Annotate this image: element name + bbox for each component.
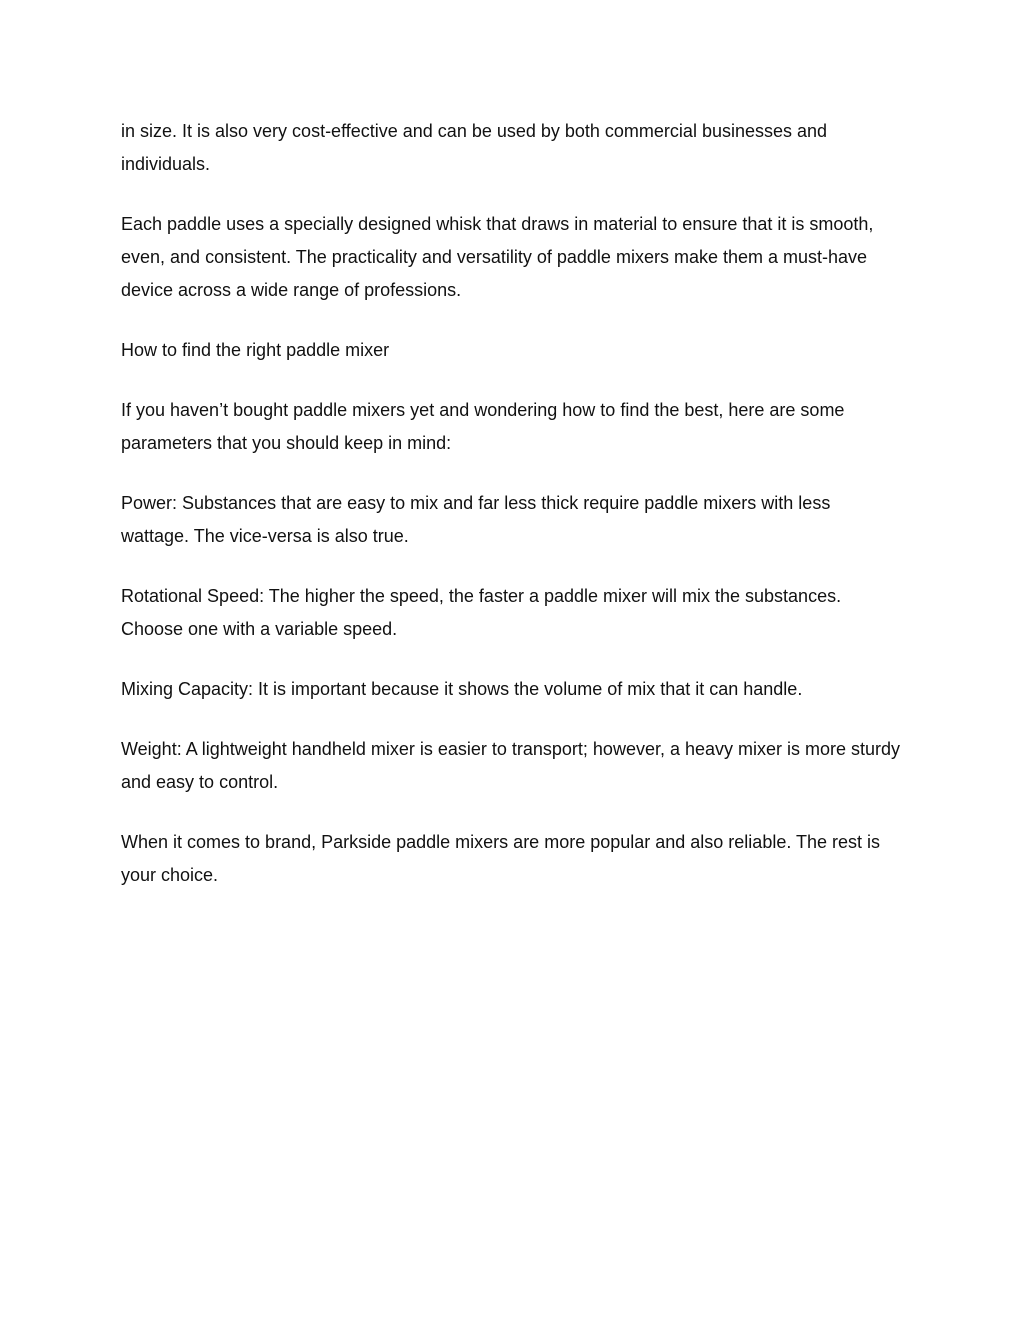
- paragraph-paddle-whisk: Each paddle uses a specially designed whisk that draws in material to ensure that it is smooth, even, and consistent. The practicality and versatility of paddle mixers make them a must-have device across a wide range of professions.: [121, 214, 874, 300]
- paragraph-intro-continued: in size. It is also very cost-effective and can be used by both commercial businesses and individuals.: [121, 121, 828, 174]
- document-body: [121, 115, 901, 919]
- paragraph-power: Power: Substances that are easy to mix and far less thick require paddle mixers with less wattage. The vice-versa is also true.: [121, 493, 831, 546]
- paragraph-weight: Weight: A lightweight handheld mixer is easier to transport; however, a heavy mixer is more sturdy and easy to control.: [121, 739, 901, 792]
- paragraph-rotational-speed: Rotational Speed: The higher the speed, the faster a paddle mixer will mix the substances. Choose one with a variable speed.: [121, 586, 842, 639]
- section-heading-find-right-mixer: How to find the right paddle mixer: [121, 340, 390, 360]
- paragraph-parameters-intro: If you haven’t bought paddle mixers yet and wondering how to find the best, here are some parameters that you should keep in mind:: [121, 400, 845, 453]
- paragraph-brand: When it comes to brand, Parkside paddle mixers are more popular and also reliable. The rest is your choice.: [121, 832, 881, 885]
- paragraph-mixing-capacity: Mixing Capacity: It is important because it shows the volume of mix that it can handle.: [121, 679, 803, 699]
